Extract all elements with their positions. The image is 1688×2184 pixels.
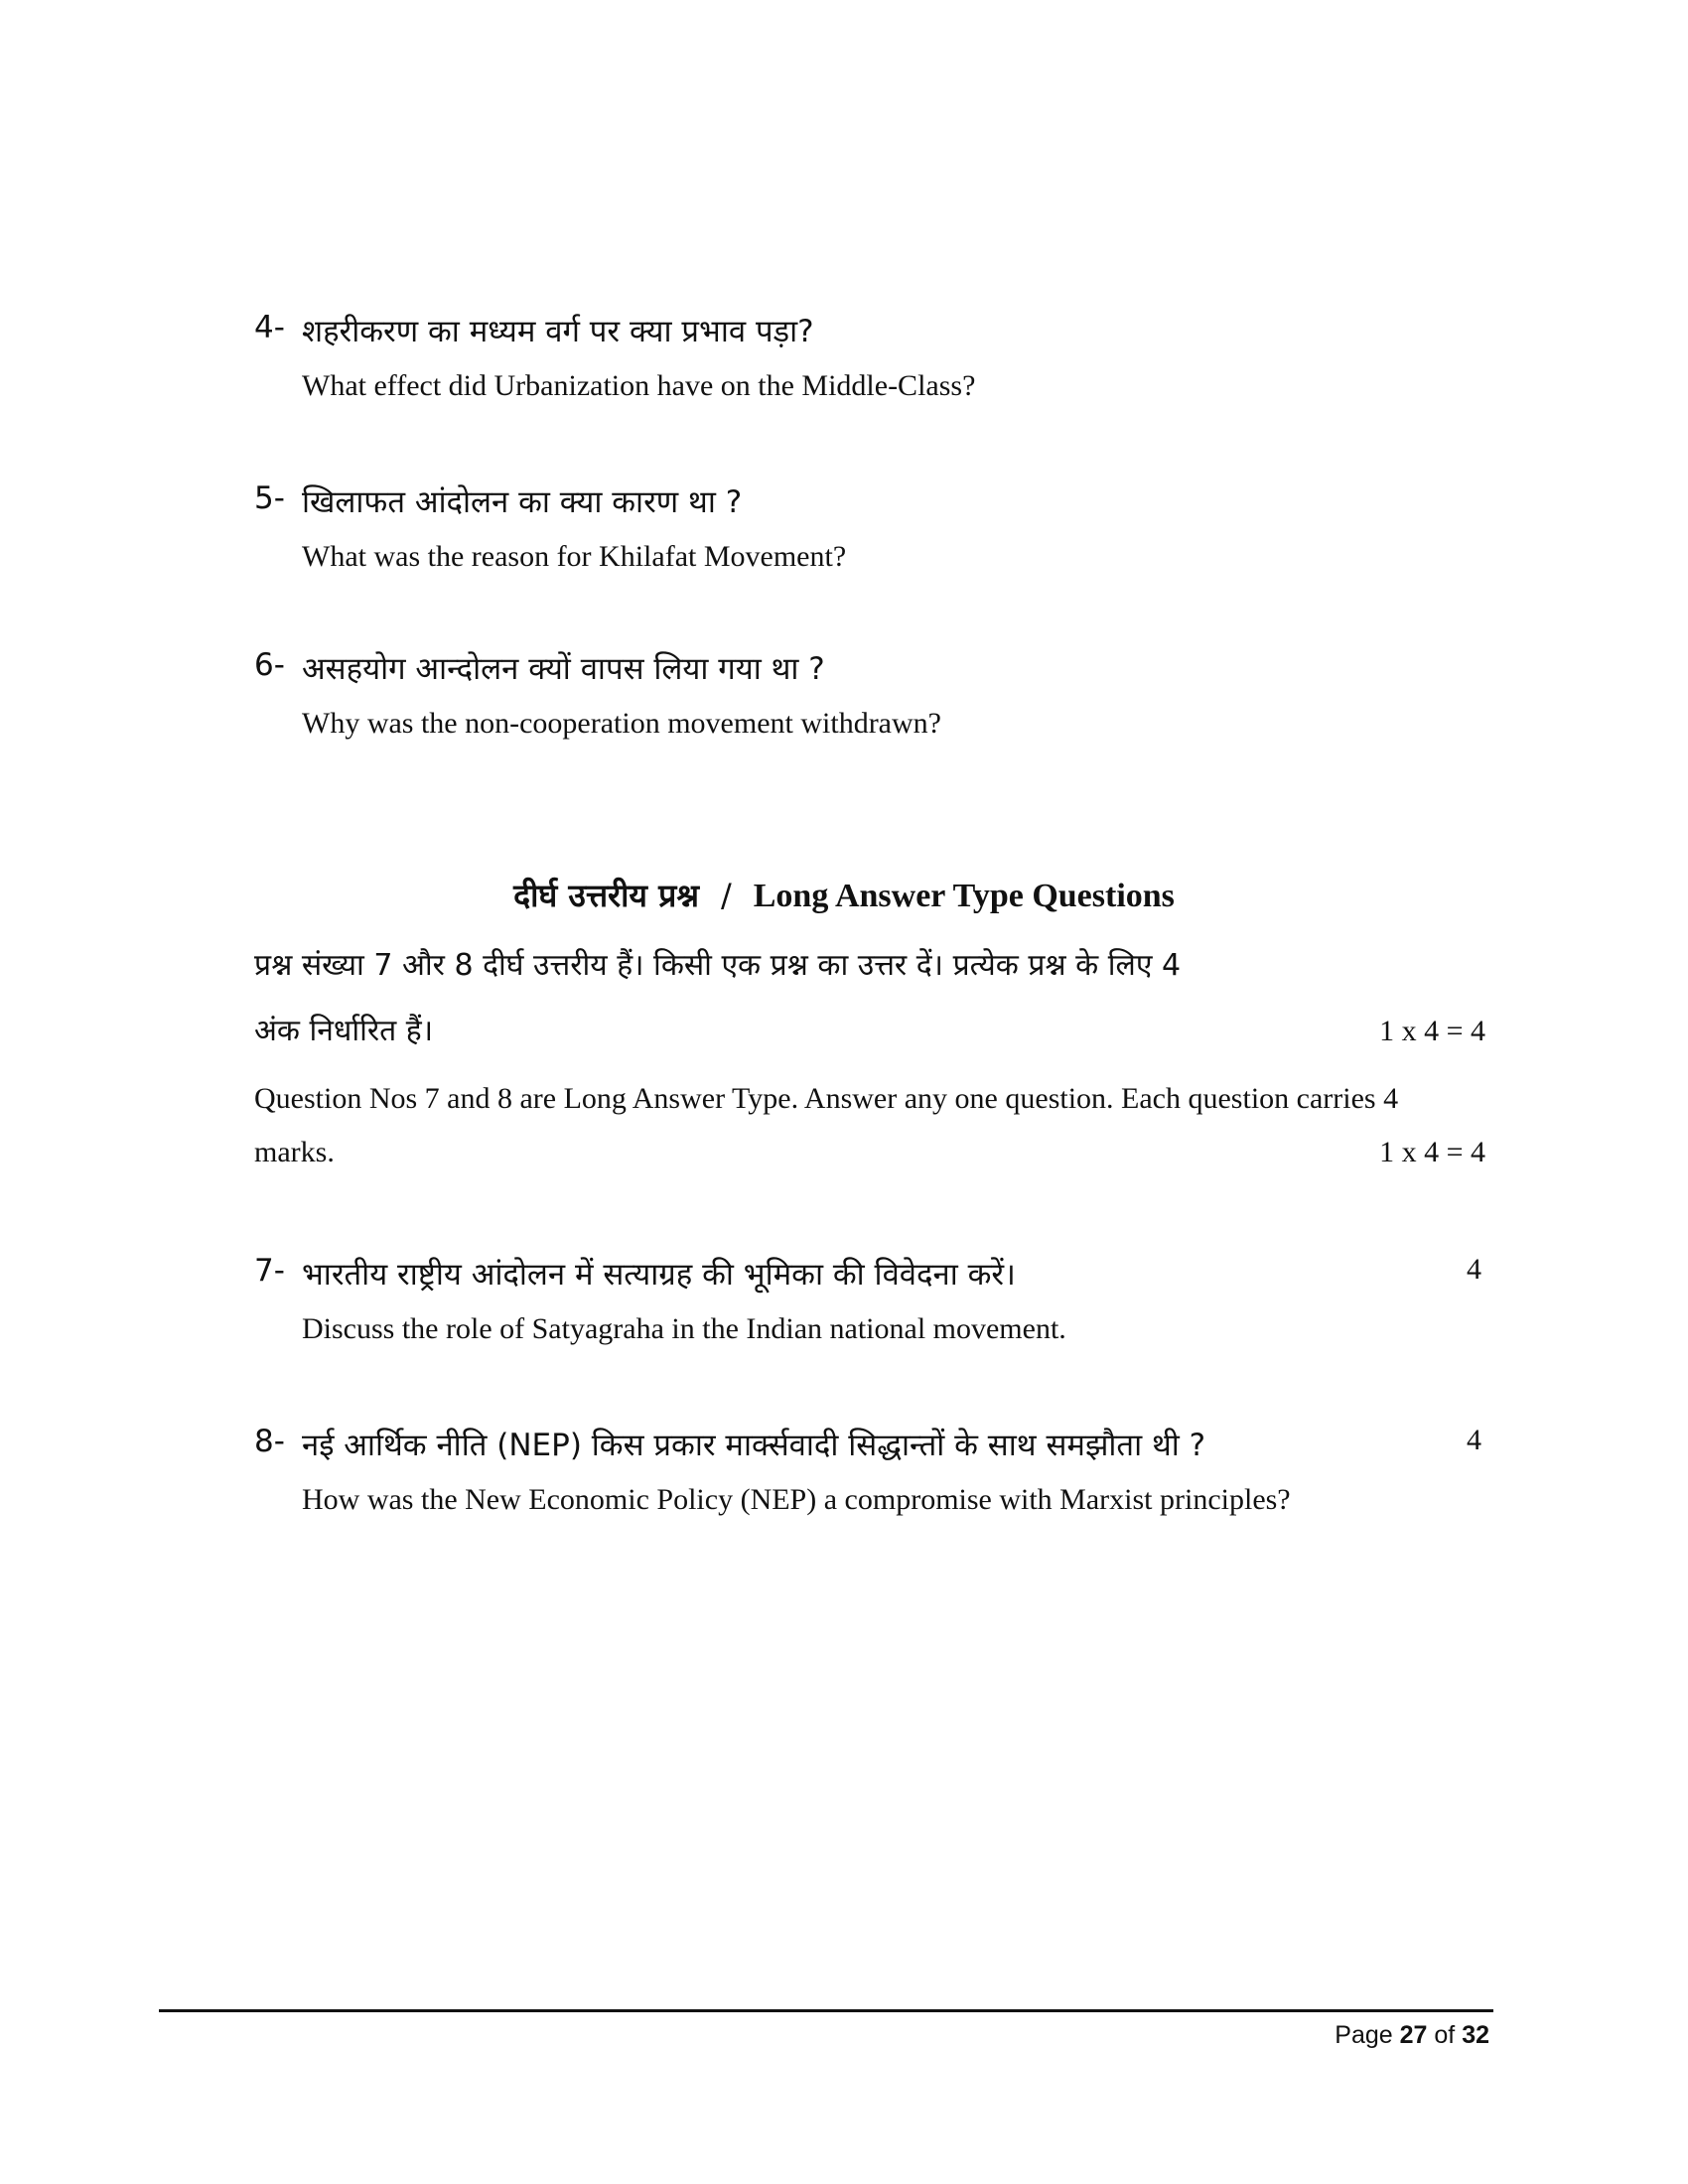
question-4 [254, 310, 1485, 403]
question-text-hindi: नई आर्थिक नीति (NEP) किस प्रकार मार्क्सवादी सिद्धान्तों के साथ समझौता थी ? [302, 1428, 1206, 1463]
footer-divider [159, 2009, 1493, 2012]
section-title-separator: / [720, 877, 732, 914]
question-number: 6- [254, 647, 285, 683]
question-text-hindi: भारतीय राष्ट्रीय आंदोलन में सत्याग्रह की भूमिका की विवेदना करें। [302, 1257, 1016, 1293]
marks-formula-english: 1 x 4 = 4 [1379, 1136, 1485, 1168]
question-number: 5- [254, 480, 285, 516]
question-text-english: Discuss the role of Satyagraha in the Indian national movement. [302, 1312, 1066, 1345]
question-5 [254, 480, 1485, 574]
question-text-english: Why was the non-cooperation movement withdrawn? [302, 707, 941, 740]
marks-formula-hindi: 1 x 4 = 4 [1379, 1015, 1485, 1047]
page-number [1335, 2021, 1489, 2050]
question-7 [254, 1253, 1485, 1346]
question-marks: 4 [1467, 1253, 1481, 1286]
section-title-english: Long Answer Type Questions [753, 878, 1175, 914]
section-title-hindi: दीर्घ उत्तरीय प्रश्न [513, 877, 699, 914]
instructions-english-line-2: marks. [254, 1136, 335, 1168]
current-page: 27 [1399, 2021, 1428, 2049]
question-text-hindi: खिलाफत आंदोलन का क्या कारण था ? [302, 484, 743, 520]
section-heading [0, 874, 1688, 916]
of-word: of [1434, 2021, 1456, 2049]
page-word: Page [1335, 2021, 1393, 2049]
question-text-english: What effect did Urbanization have on the Middle-Class? [302, 369, 976, 402]
question-marks: 4 [1467, 1424, 1481, 1456]
instructions-hindi-line-2: अंक निर्धारित हैं। [254, 1014, 434, 1048]
question-8 [254, 1424, 1485, 1517]
instructions-hindi-line-1: प्रश्न संख्या 7 और 8 दीर्घ उत्तरीय हैं। किसी एक प्रश्न का उत्तर दें। प्रत्येक प्रश्न के लिए 4 [254, 948, 1182, 983]
instructions-english-line-1: Question Nos 7 and 8 are Long Answer Type. Answer any one question. Each question carries 4 [254, 1082, 1399, 1115]
question-text-english: How was the New Economic Policy (NEP) a compromise with Marxist principles? [302, 1483, 1291, 1516]
question-text-hindi: असहयोग आन्दोलन क्यों वापस लिया गया था ? [302, 651, 825, 687]
question-6 [254, 647, 1485, 741]
question-text-hindi: शहरीकरण का मध्यम वर्ग पर क्या प्रभाव पड़ा? [302, 314, 814, 349]
total-pages: 32 [1462, 2021, 1489, 2049]
instructions-hindi [254, 933, 1485, 1064]
question-number: 7- [254, 1253, 285, 1289]
question-number: 8- [254, 1424, 285, 1459]
question-number: 4- [254, 310, 285, 345]
instructions-english [254, 1072, 1485, 1179]
question-text-english: What was the reason for Khilafat Movement? [302, 540, 847, 573]
